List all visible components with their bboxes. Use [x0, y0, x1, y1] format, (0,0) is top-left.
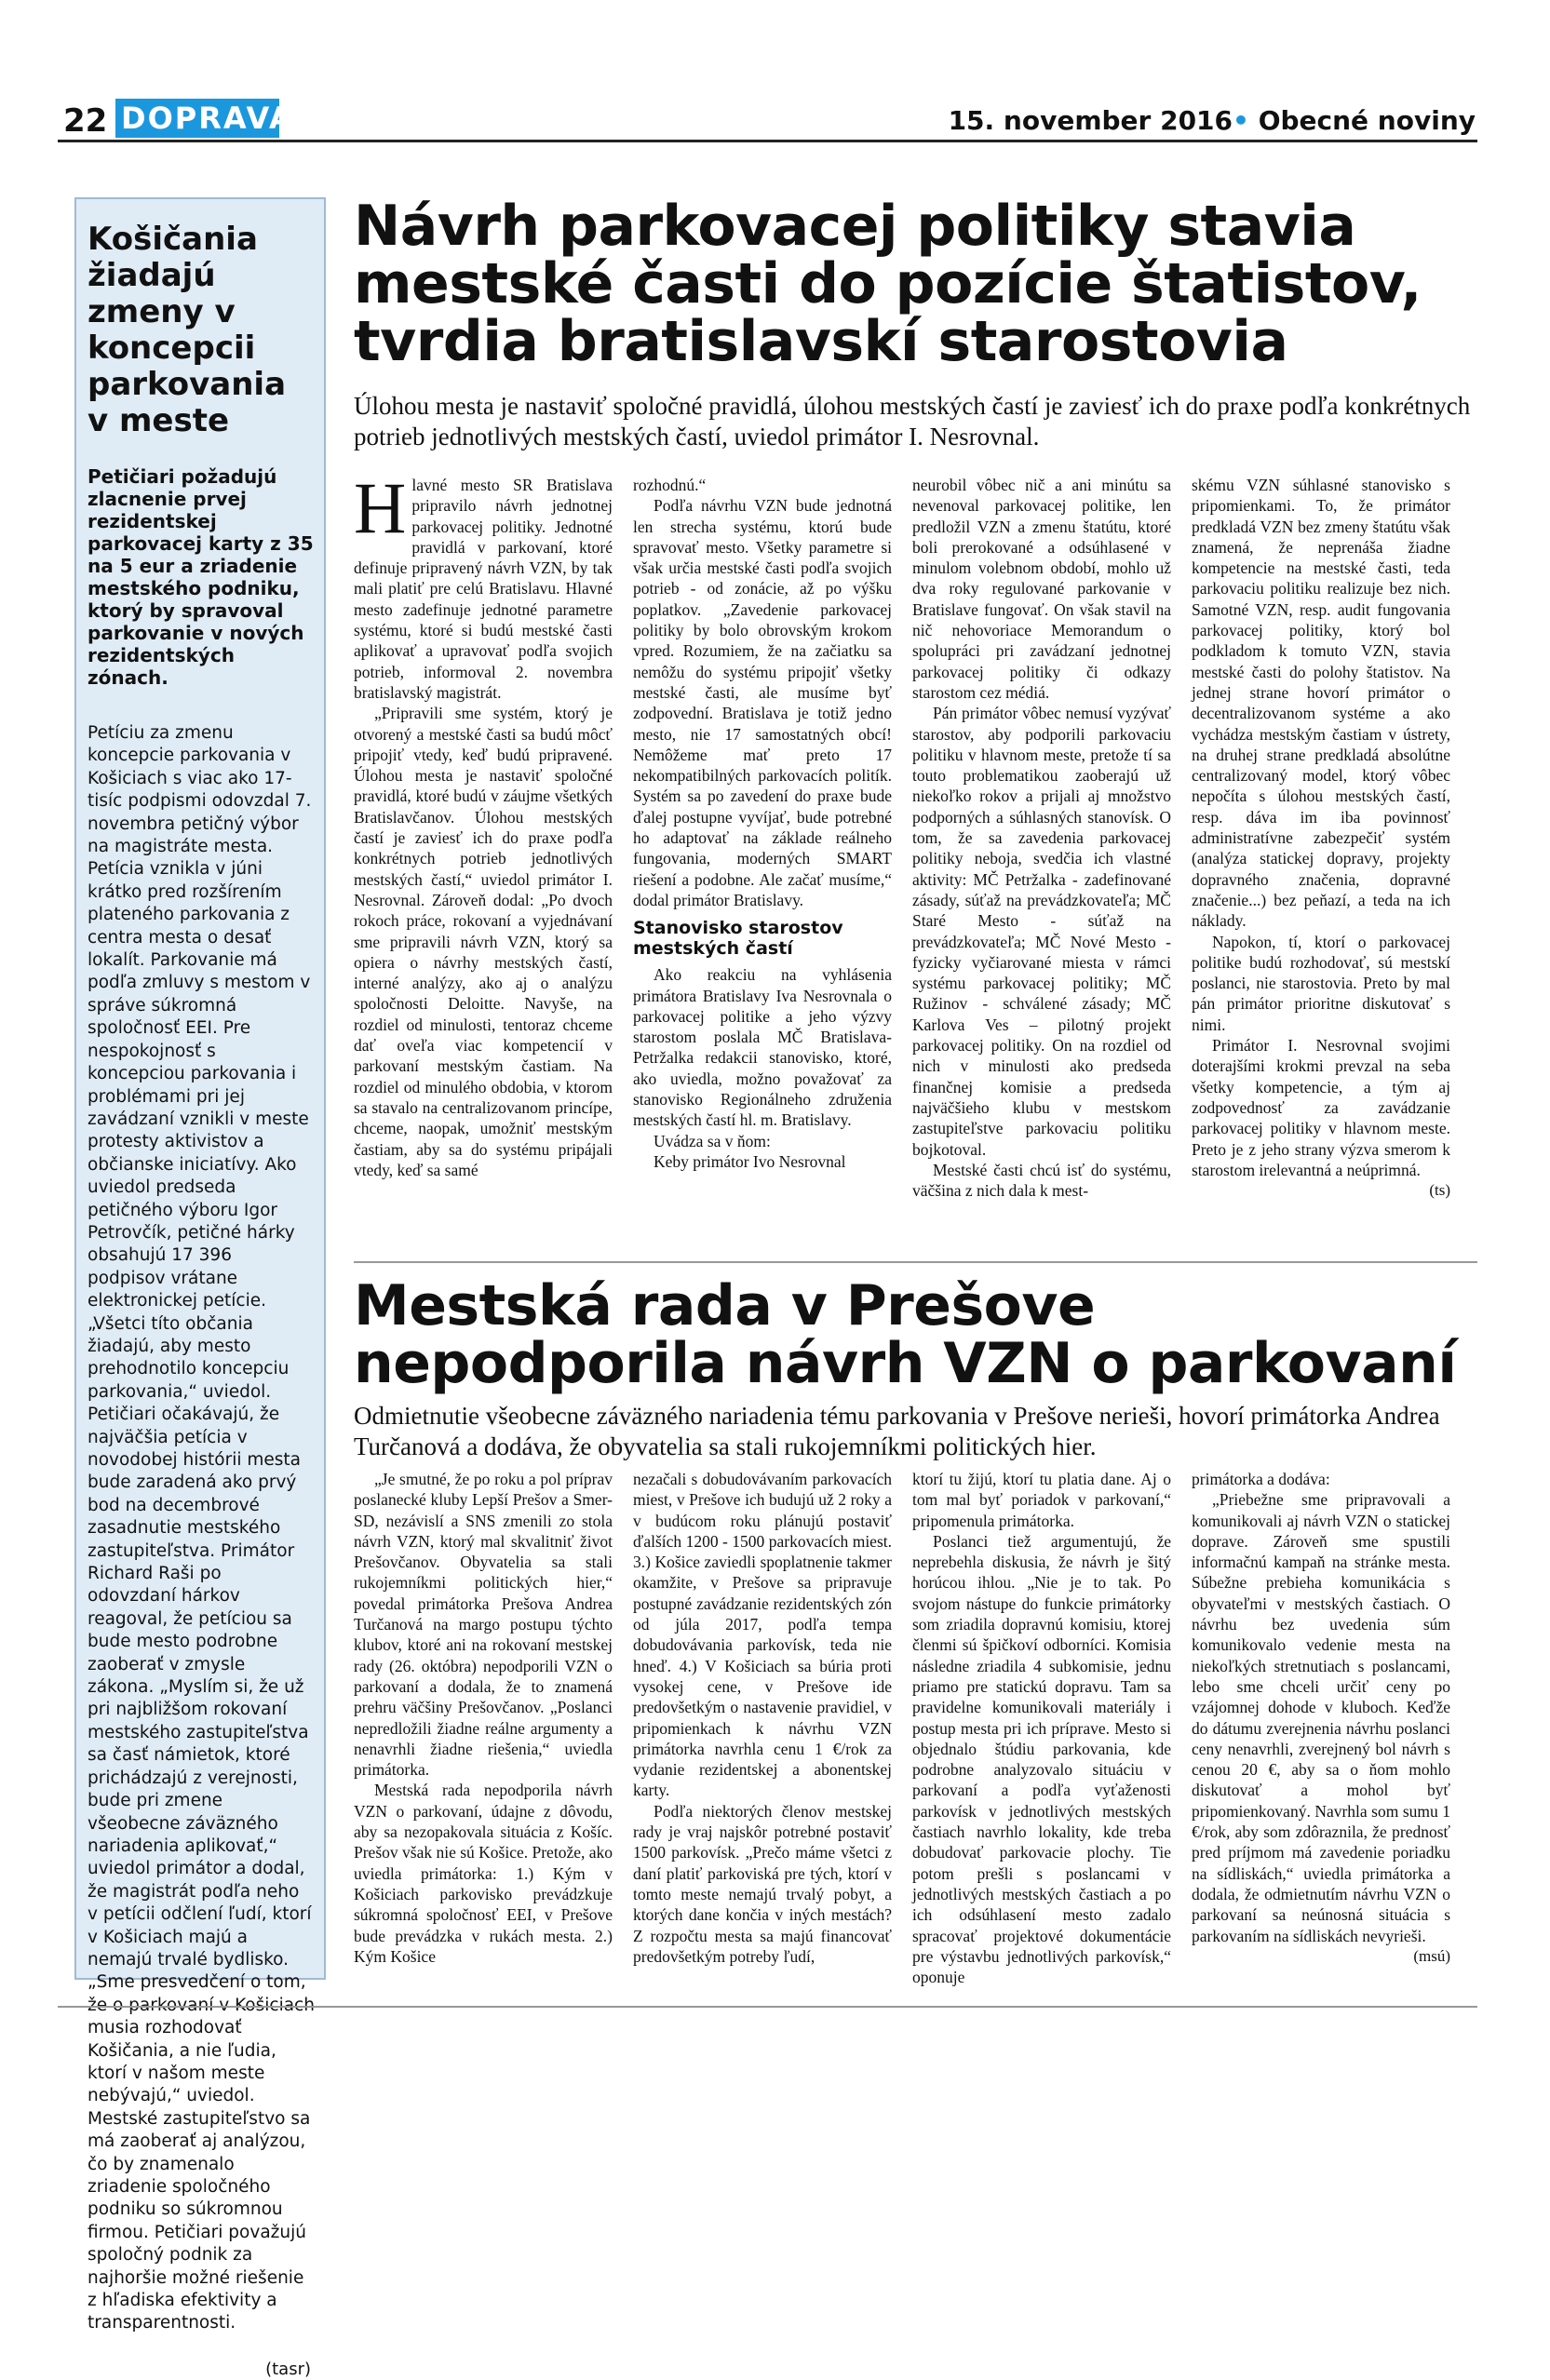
article2-paragraph: Poslanci tiež argumentujú, že neprebehla diskusia, že návrh je šitý horúcou ihlou. „Nie je to tak. Po svojom nástupe do funkcie primátorky som zriadila dopravnú komisiu, ktorej členmi sú špičkoví odborníci. Komisia následne zriadila 4 subkomisie, jednu priamo pre statickú dopravu. Tam sa pravidelne komunikovali materiály i postup mesta pri ich príprave. Mesto si objednalo štúdiu parkovania, kde podrobne analyzovalo situáciu v parkovaní a podľa vyťaženosti parkovísk v jednotlivých mestských častiach navrhlo lokality, kde treba dobudovať parkovacie plochy. Tie potom prešli s poslancami v jednotlivých mestských častiach a po ich odsúhlasení mesto zadalo spracovať projektové dokumentácie pre výstavbu jednotlivých parkovísk,“ oponuje	[912, 1531, 1171, 1987]
article2-column-4	[1192, 1469, 1450, 1967]
issue-info	[949, 102, 1476, 140]
bullet-separator: •	[1233, 105, 1259, 136]
sidebar-body	[88, 722, 315, 2335]
article1-subhead: Stanovisko starostov mestských častí	[633, 918, 843, 960]
article1-paragraph: skému VZN súhlasné stanovisko s pripomienkami. To, že primátor predkladá VZN bez zmeny štatútu však znamená, že neprenáša žiadne kompetencie na mestské časti, teda parkovaciu politiku realizuje bez nich. Samotné VZN, resp. audit fungovania parkovacej politiky, ktorý bol podkladom k tomuto VZN, stavia mestské časti do polohy štatistov. Na jednej strane hovorí primátor o decentralizovanom systéme a ako vychádza mestským častiam v ústrety, na druhej strane predkladá absolútne centralizovaný model, ktorý vôbec nepočíta s úlohou mestských častí, resp. dáva im iba povinnosť administratívne zabezpečiť systém (analýza statickej dopravy, projekty dopravného značenia, dopravné značenie...) bez peňazí, a teda na ich náklady.	[1192, 476, 1450, 931]
sidebar-title: Košičania žiadajú zmeny v koncepcii parkovania v meste	[88, 221, 287, 439]
sidebar-lead: Petičiari požadujú zlacnenie prvej rezidentskej parkovacej karty z 35 na 5 eur a zriadenie mestského podniku, ktorý by spravoval parkovanie v nových rezidentských zónach.	[88, 465, 314, 689]
sidebar-box	[74, 197, 326, 2379]
publication-name: Obecné noviny	[1258, 105, 1476, 136]
article2-signature: (msú)	[1413, 1946, 1450, 1965]
article1-column-2	[633, 475, 892, 1172]
article2-column-1	[354, 1469, 613, 1967]
article2-column-3	[912, 1469, 1171, 1987]
article1-signature: (ts)	[1429, 1181, 1450, 1200]
article1-paragraph: Uvádza sa v ňom:	[654, 1131, 771, 1150]
article1-column-1	[354, 467, 613, 1180]
page-number: 22	[63, 102, 108, 140]
article1-paragraph: rozhodnú.“	[633, 476, 707, 494]
article2-paragraph: Podľa niektorých členov mestskej rady je vraj najskôr potrebné postaviť 1500 parkovísk. „Prečo máme všetci z daní platiť parkoviská pre tých, ktorí v tomto meste nemajú trvalý pobyt, a ktorých dane končia v iných mestách? Z rozpočtu mesta sa majú financovať predovšetkým potreby ľudí,	[633, 1801, 892, 1966]
article2-paragraph: primátorka a dodáva:	[1192, 1470, 1330, 1488]
article2-title: Mestská rada v Prešove nepodporila návrh VZN o parkovaní	[354, 1273, 1457, 1396]
article1-column-3	[912, 475, 1171, 1201]
article1-lead: Úlohou mesta je nastaviť spoločné pravidlá, úlohou mestských častí je zaviesť ich do praxe podľa konkrétnych potrieb jednotlivých mestských častí, uviedol primátor I. Nesrovnal.	[354, 392, 1471, 450]
article1-paragraph: Napokon, tí, ktorí o parkovacej politike budú rozhodovať, sú mestskí poslanci, nie starostovia. Preto by mal pán primátor prioritne diskutovať s nimi.	[1192, 932, 1450, 1034]
article1-paragraph: Keby primátor Ivo Nesrovnal	[654, 1151, 846, 1171]
article2-lead: Odmietnutie všeobecne záväzného nariadenia tému parkovania v Prešove nerieši, hovorí primátorka Andrea Turčanová a dodáva, že obyvatelia sa stali rukojemníkmi politických hier.	[354, 1402, 1440, 1460]
issue-date: 15. november 2016	[948, 105, 1233, 136]
article2-paragraph: „Priebežne sme pripravovali a komunikovali aj návrh VZN o statickej doprave. Zároveň sme spustili informačnú kampaň na stránke mesta. Súbežne prebieha komunikácia s obyvateľmi v mestských častiach. O návrhu bez uvedenia súm komunikovalo vedenie mesta na niekoľkých stretnutiach s poslancami, lebo sme chceli určiť ceny po vzájomnej dohode v kluboch. Keďže do dátumu zverejnenia návrhu poslanci ceny nenavrhli, zverejnený bol návrh s cenou 20 €, aby sa o ňom mohlo diskutovať a mohol byť pripomienkovaný. Navrhla som sumu 1 €/rok, aby som zdôraznila, že prednosť pred príjmom má zavedenie poriadku na sídliskách,“ uviedla primátorka a dodala, že odmietnutím návrhu VZN o parkovaní sa neúnosná situácia s parkovaním na sídliskách nevyrieši.	[1192, 1490, 1450, 1945]
article1-paragraph: Podľa návrhu VZN bude jednotná len strecha systému, ktorú bude spravovať mesto. Všetky parametre si však určia mestské časti podľa svojich potrieb - od zonácie, až po výšku poplatkov. „Zavedenie parkovacej politiky by bolo obrovským krokom vpred. Rozumiem, že na začiatku sa nemôžu do systému pripojiť všetky mestské časti, ale musíme byť zodpovední. Bratislava je totiž jedno mesto, nie 17 samostatných obcí! Nemôžeme mať preto 17 nekompatibilných parkovacích politík. Systém sa po zavedení do praxe bude ďalej postupne vyvíjať, bude potrebné ho adaptovať na základe reálneho fungovania, moderných SMART riešení a podobne. Ale začať musíme,“ dodal primátor Bratislavy.	[633, 496, 892, 909]
article2-paragraph: Mestská rada nepodporila návrh VZN o parkovaní, údajne z dôvodu, aby sa nezopakovala situácia z Košíc. Prešov však nie sú Košice. Pretože, ako uviedla primátorka: 1.) Kým v Košiciach parkovisko prevádzkuje súkromná spoločnosť EEI, v Prešove bude prevádzka v rukách mesta. 2.) Kým Košice	[354, 1781, 613, 1966]
article1-paragraph: lavné mesto SR Bratislava pripravilo návrh jednotnej parkovacej politiky. Jednotné pravidlá v parkovaní, ktoré definuje pripravený návrh VZN, by tak mali platiť pre celú Bratislavu. Hlavné mesto zadefinuje jednotné parametre systému, ktoré si budú mestské časti aplikovať a upravovať podľa svojich potrieb, informoval 2. novembra bratislavský magistrát.	[354, 476, 613, 702]
sidebar-signature: (tasr)	[265, 2359, 311, 2379]
article1-paragraph: neurobil vôbec nič a ani minútu sa nevenoval parkovacej politike, len predložil VZN a zmenu štatútu, ktoré boli prerokované a odsúhlasené v minulom volebnom období, mohlo už dva roky regulované parkovanie v Bratislave fungovať. On však stavil na nič nehovoriace Memorandum o spolupráci pri zavádzaní jednotnej parkovacej politiky či odkazy starostom cez médiá.	[912, 476, 1171, 702]
article1-paragraph: Pán primátor vôbec nemusí vyzývať starostov, aby podporili parkovaciu politiku v hlavnom meste, pretože tí sa touto problematikou zaoberajú už niekoľko rokov a prijali aj množstvo podporných a súhlasných stanovísk. O tom, že sa zavedenia parkovacej politiky neboja, svedčia ich vlastné aktivity: MČ Petržalka - zadefinované zásady, súťaž na prevádzkovateľa; MČ Staré Mesto - súťaž na prevádzkovateľa; MČ Nové Mesto - fyzicky vyčiarované miesta v rámci systému parkovacej politiky; MČ Ružinov - schválené zásady; MČ Karlova Ves – pilotný projekt parkovacej politiky. On na rozdiel od nich v minulosti ako predseda finančnej komisie a predseda najväčšieho klubu v mestskom zastupiteľstve parkovaciu politiku bojkotoval.	[912, 704, 1171, 1159]
article2-paragraph: ktorí tu žijú, ktorí tu platia dane. Aj o tom mal byť poriadok v parkovaní,“ pripomenula primátorka.	[912, 1470, 1171, 1530]
article1-title: Návrh parkovacej politiky stavia mestské časti do pozície štatistov, tvrdia bratislavskí starostovia	[354, 194, 1422, 374]
sidebar-text: Petíciu za zmenu koncepcie parkovania v Košiciach s viac ako 17-tisíc podpismi odovzdal 7. novembra petičný výbor na magistráte mesta. Petícia vznikla v júni krátko pred rozšírením plateného parkovania z centra mesta o desať lokalít. Parkovanie má podľa zmluvy s mestom v správe súkromná spoločnosť EEI. Pre nespokojnosť s koncepciou parkovania i problémami pri jej zavádzaní vznikli v meste protesty aktivistov a občianske iniciatívy. Ako uviedol predseda petičného výboru Igor Petrovčík, petičné hárky obsahujú 17 396 podpisov vrátane elektronickej petície. „Všetci títo občania žiadajú, aby mesto prehodnotilo koncepciu parkovania,“ uviedol. Petičiari očakávajú, že najväčšia petícia v novodobej histórii mesta bude zaradená ako prvý bod na decembrové zasadnutie mestského zastupiteľstva. Primátor Richard Raši po odovzdaní hárkov reagoval, že petíciou sa bude mesto podrobne zaoberať v zmysle zákona. „Myslím si, že už pri najbližšom rokovaní mestského zastupiteľstva sa časť námietok, ktoré prichádzajú z verejnosti, bude pri zmene všeobecne záväzného nariadenia aplikovať,“ uviedol primátor a dodal, že magistrát podľa neho v petícii odčlení ľudí, ktorí v Košiciach majú a nemajú trvalé bydlisko. „Sme presvedčení o tom, že o parkovaní v Košiciach musia rozhodovať Košičania, a nie ľudia, ktorí v našom meste nebývajú,“ uviedol. Mestské zastupiteľstvo sa má zaoberať aj analýzou, čo by znamenalo zriadenie spoločného podniku so súkromnou firmou. Petičiari považujú spoločný podnik za najhoršie možné riešenie z hľadiska efektivity a transparentnosti.	[88, 723, 315, 2333]
article2-paragraph: „Je smutné, že po roku a pol príprav poslanecké kluby Lepší Prešov a Smer-SD, nezávislí a SNS zmenili zo stola návrh VZN, ktorý mal skvalitniť život Prešovčanov. Obyvatelia sa stali rukojemníkmi politických hier,“ povedal primátorka Prešova Andrea Turčanová na margo postupu týchto klubov, ktoré ani na rokovaní mestskej rady (26. októbra) nepodporili VZN o parkovaní a dodala, že to znamená prehru väčšiny Prešovčanov. „Poslanci nepredložili žiadne reálne argumenty a nenavrhli žiadne riešenia,“ uviedla primátorka.	[354, 1470, 613, 1780]
article2-column-2	[633, 1469, 892, 1967]
article1-paragraph: Mestské časti chcú isť do systému, väčšina z nich dala k mest-	[912, 1160, 1171, 1201]
dropcap: H	[354, 467, 407, 548]
article2-paragraph: nezačali s dobudovávaním parkovacích miest, v Prešove ich budujú už 2 roky a v budúcom roku plánujú postaviť ďalších 1200 - 1500 parkovacích miest. 3.) Košice zaviedli spoplatnenie takmer okamžite, v Prešove sa pripravuje postupné zavádzanie rezidentských zón od júla 2017, podľa tempa dobudovávania parkovísk, teda nie hneď. 4.) V Košiciach sa búria proti vysokej cene, v Prešove ide predovšetkým o nastavenie pravidiel, v pripomienkach k návrhu VZN primátorka navrhla cenu 1 €/rok za vydanie rezidentskej a abonentskej karty.	[633, 1470, 892, 1800]
article-divider	[354, 1261, 1477, 1263]
footer-rule	[58, 2006, 1477, 2008]
header-rule	[58, 140, 1477, 142]
article1-paragraph: Ako reakciu na vyhlásenia primátora Bratislavy Iva Nesrovnala o parkovacej politike a jeho výzvy starostom poslala MČ Bratislava-Petržalka redakcii stanovisko, ktoré, ako uviedla, možno považovať za stanovisko Regionálneho združenia mestských častí hl. m. Bratislavy.	[633, 965, 892, 1130]
section-label: DOPRAVA	[115, 99, 279, 138]
article1-paragraph: Primátor I. Nesrovnal svojimi doterajšími krokmi prevzal na seba všetky kompetencie, a tým aj zodpovednosť za zavádzanie parkovacej politiky v hlavnom meste. Preto je z jeho strany výzva smerom k starostom irelevantná a neúprimná.	[1192, 1036, 1450, 1179]
article1-paragraph: „Pripravili sme systém, ktorý je otvorený a mestské časti sa budú môcť pripojiť vtedy, keď budú pripravené. Úlohou mesta je nastaviť spoločné pravidlá, ktoré budú v záujme všetkých Bratislavčanov. Úlohou mestských častí je zaviesť ich do praxe podľa konkrétnych potrieb jednotlivých mestských častí,“ uviedol primátor I. Nesrovnal. Zároveň dodal: „Po dvoch rokoch práce, rokovaní a vyjednávaní sme pripravili návrh VZN, ktorý sa opiera o návrhy mestských častí, interné analýzy, ako aj o analýzu spoločnosti Deloitte. Navyše, na rozdiel od minulosti, tentoraz chceme dať oveľa viac kompetencií v parkovaní mestským častiam. Na rozdiel od minulého obdobia, v ktorom sa stavalo na centralizovanom princípe, chceme, naopak, umožniť mestským častiam, aby sa do systému pripájali vtedy, keď sa samé	[354, 704, 613, 1179]
article1-column-4	[1192, 475, 1450, 1201]
